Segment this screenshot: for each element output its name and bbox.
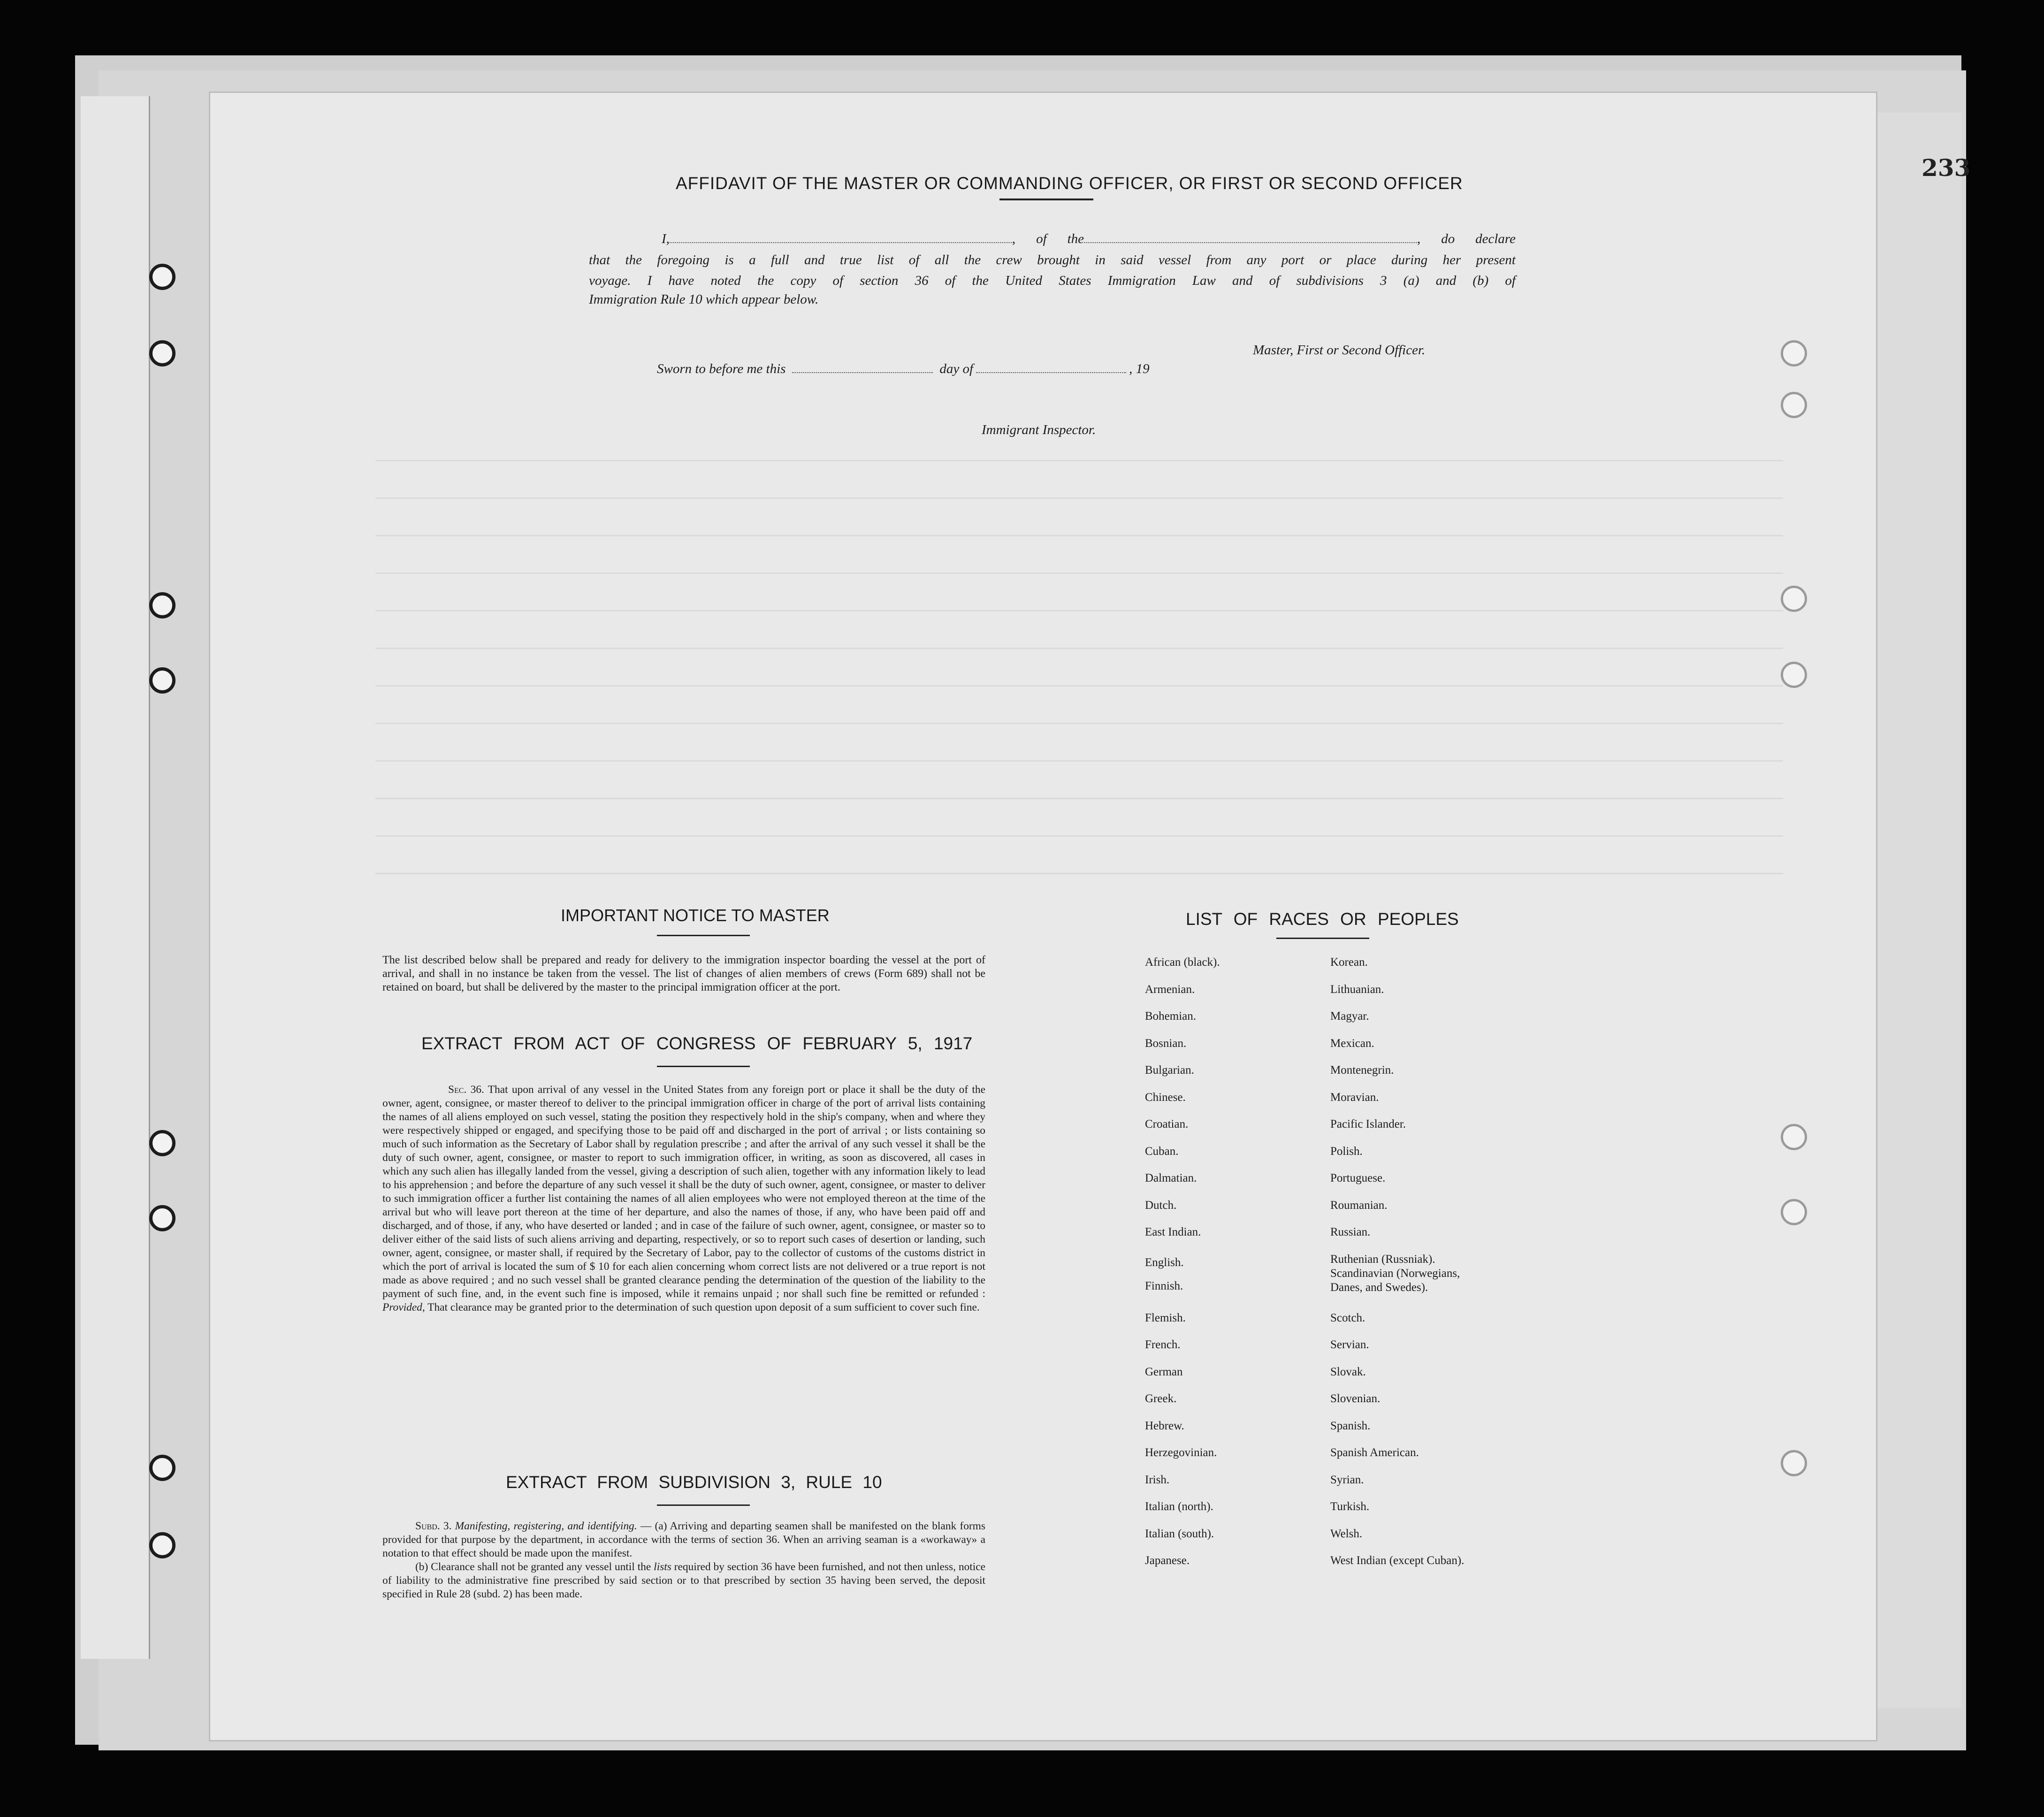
race-item: Slovak. xyxy=(1330,1366,1366,1378)
race-item: Bosnian. xyxy=(1145,1037,1187,1050)
affidavit-title: AFFIDAVIT OF THE MASTER OR COMMANDING OFFICER, OR FIRST OR SECOND OFFICER xyxy=(676,174,1463,193)
master-signature-label: Master, First or Second Officer. xyxy=(1253,343,1426,358)
race-item: Greek. xyxy=(1145,1392,1177,1405)
races-rule xyxy=(1276,938,1369,939)
race-item: East Indian. xyxy=(1145,1226,1201,1238)
affidavit-line-2: that the foregoing is a full and true list of all the crew brought in said vessel from any port or place during her present xyxy=(589,252,1516,267)
sworn-line: Sworn to before me this day of , 19 xyxy=(657,360,1150,377)
race-item: Armenian. xyxy=(1145,983,1195,996)
race-item: English. xyxy=(1145,1256,1184,1269)
race-item: West Indian (except Cuban). xyxy=(1330,1554,1464,1567)
race-item: Korean. xyxy=(1330,956,1368,969)
form-sheet xyxy=(209,92,1877,1741)
race-item: Moravian. xyxy=(1330,1091,1379,1104)
race-item: Bulgarian. xyxy=(1145,1064,1194,1076)
race-item: Croatian. xyxy=(1145,1118,1189,1130)
race-item: Pacific Islander. xyxy=(1330,1118,1406,1130)
master-name-field xyxy=(670,230,1012,243)
race-item: Mexican. xyxy=(1330,1037,1374,1050)
page-number: 233 xyxy=(1922,154,1971,182)
notice-title: IMPORTANT NOTICE TO MASTER xyxy=(561,906,830,925)
subdivision-title: EXTRACT FROM SUBDIVISION 3, RULE 10 xyxy=(506,1473,882,1492)
subdivision-text: Subd. 3. Manifesting, registering, and identifying. — (a) Arriving and departing seamen shall be manifested on the blank forms provided for that purpose by the department, in accordance with the terms of section 36. When an arriving seaman is a «workaway» a notation to that effect should be made upon the manifest. (b) Clearance shall not be granted any vessel until the lists required by section 36 have been furnished, and not then unless, notice of liability to the administrative fine prescribed by said section or to that prescribed by section 35 having been served, the deposit specified in Rule 28 (subd. 2) has been made. xyxy=(382,1520,985,1600)
race-item: Danes, and Swedes). xyxy=(1330,1281,1428,1294)
vessel-name-field xyxy=(1084,230,1417,243)
race-item: Welsh. xyxy=(1330,1527,1363,1540)
race-item: Herzegovinian. xyxy=(1145,1446,1217,1459)
race-item: Scandinavian (Norwegians, xyxy=(1330,1267,1460,1280)
race-item: Montenegrin. xyxy=(1330,1064,1394,1076)
race-item: Italian (north). xyxy=(1145,1500,1213,1513)
race-item: Finnish. xyxy=(1145,1280,1183,1292)
race-item: Spanish. xyxy=(1330,1420,1371,1432)
race-item: Dalmatian. xyxy=(1145,1172,1197,1184)
affidavit-line-3: voyage. I have noted the copy of section 36 of the United States Immigration Law and of subdivisions 3 (a) and (b) of xyxy=(589,273,1516,288)
race-item: Slovenian. xyxy=(1330,1392,1380,1405)
section-36-text: Sec. 36. That upon arrival of any vessel in the United States from any foreign port or place it shall be the duty of the owner, agent, consignee, or master thereof to deliver to the principal immigration officer in charge of the port of arrival lists containing the names of all aliens employed on such vessel, stating the position they respectively hold in the ship's company, when and where they were respectively shipped or engaged, and specifying those to be paid off and discharged in the port of arrival ; or lists containing so much of such information as the Secretary of Labor shall by regulation prescribe ; and after the arrival of any such vessel it shall be the duty of such owner, agent, consignee, or master to report to such immigration officer, in writing, as soon as discovered, all cases in which any such alien has illegally landed from the vessel, giving a description of such alien, together with any information likely to lead to his apprehension ; and before the departure of any such vessel it shall be the duty of such owner, agent, consignee, or master to deliver to such immigration officer a further list containing the names of all alien employees who were not employed thereon at the time of the arrival but who will leave port thereon at the time of her departure, and also the names of those, if any, who have been paid off and discharged, and of those, if any, who have deserted or landed ; and in case of the failure of such owner, agent, consignee, or master so to deliver either of the said lists of such aliens arriving and departing, respectively, or so to report such cases of desertion or landing, such owner, agent, consignee, or master shall, if required by the Secretary of Labor, pay to the collector of customs of the customs district in which the port of arrival is located the sum of $ 10 for each alien concerning whom correct lists are not delivered or a true report is not made as above required ; and no such vessel shall be granted clearance pending the determination of the question of the liability to the payment of such fine, and, in the event such fine is imposed, while it remains unpaid ; nor shall such fine be remitted or refunded : Provided, That clearance may be granted prior to the determination of such question upon deposit of a sum sufficient to cover such fine. xyxy=(382,1084,985,1313)
race-item: Syrian. xyxy=(1330,1473,1364,1486)
act-title: EXTRACT FROM ACT OF CONGRESS OF FEBRUARY 5, 1917 xyxy=(421,1034,973,1053)
race-item: Polish. xyxy=(1330,1145,1363,1158)
race-item: Portuguese. xyxy=(1330,1172,1386,1184)
title-rule xyxy=(999,198,1093,200)
race-item: African (black). xyxy=(1145,956,1220,969)
race-item: Italian (south). xyxy=(1145,1527,1214,1540)
race-item: Ruthenian (Russniak). xyxy=(1330,1253,1435,1266)
race-item: Flemish. xyxy=(1145,1312,1186,1324)
race-item: Spanish American. xyxy=(1330,1446,1419,1459)
left-binding-strip xyxy=(81,96,150,1659)
race-item: German xyxy=(1145,1366,1183,1378)
race-item: Japanese. xyxy=(1145,1554,1190,1567)
notice-rule xyxy=(657,935,750,936)
race-item: Turkish. xyxy=(1330,1500,1370,1513)
notice-body: The list described below shall be prepared and ready for delivery to the immigration inspector boarding the vessel at the port of arrival, and shall in no instance be taken from the vessel. The list of changes of alien members of crews (Form 689) shall not be retained on board, but shall be delivered by the master to the principal immigration officer at the port. xyxy=(382,954,985,993)
race-item: Bohemian. xyxy=(1145,1010,1197,1023)
affidavit-line-1: I, , of the , do declare xyxy=(589,230,1516,247)
affidavit-line-4: Immigration Rule 10 which appear below. xyxy=(589,292,819,307)
race-item: Cuban. xyxy=(1145,1145,1179,1158)
race-item: Magyar. xyxy=(1330,1010,1369,1023)
race-item: Roumanian. xyxy=(1330,1199,1388,1212)
race-item: Dutch. xyxy=(1145,1199,1177,1212)
subdivision-rule xyxy=(657,1504,750,1506)
race-item: Irish. xyxy=(1145,1473,1170,1486)
inspector-signature-label: Immigrant Inspector. xyxy=(982,422,1096,437)
race-item: Scotch. xyxy=(1330,1312,1365,1324)
race-item: French. xyxy=(1145,1338,1181,1351)
race-item: Russian. xyxy=(1330,1226,1371,1238)
act-rule xyxy=(657,1066,750,1067)
races-title: LIST OF RACES OR PEOPLES xyxy=(1186,909,1459,929)
race-item: Chinese. xyxy=(1145,1091,1186,1104)
race-item: Hebrew. xyxy=(1145,1420,1184,1432)
race-item: Lithuanian. xyxy=(1330,983,1384,996)
race-item: Servian. xyxy=(1330,1338,1369,1351)
